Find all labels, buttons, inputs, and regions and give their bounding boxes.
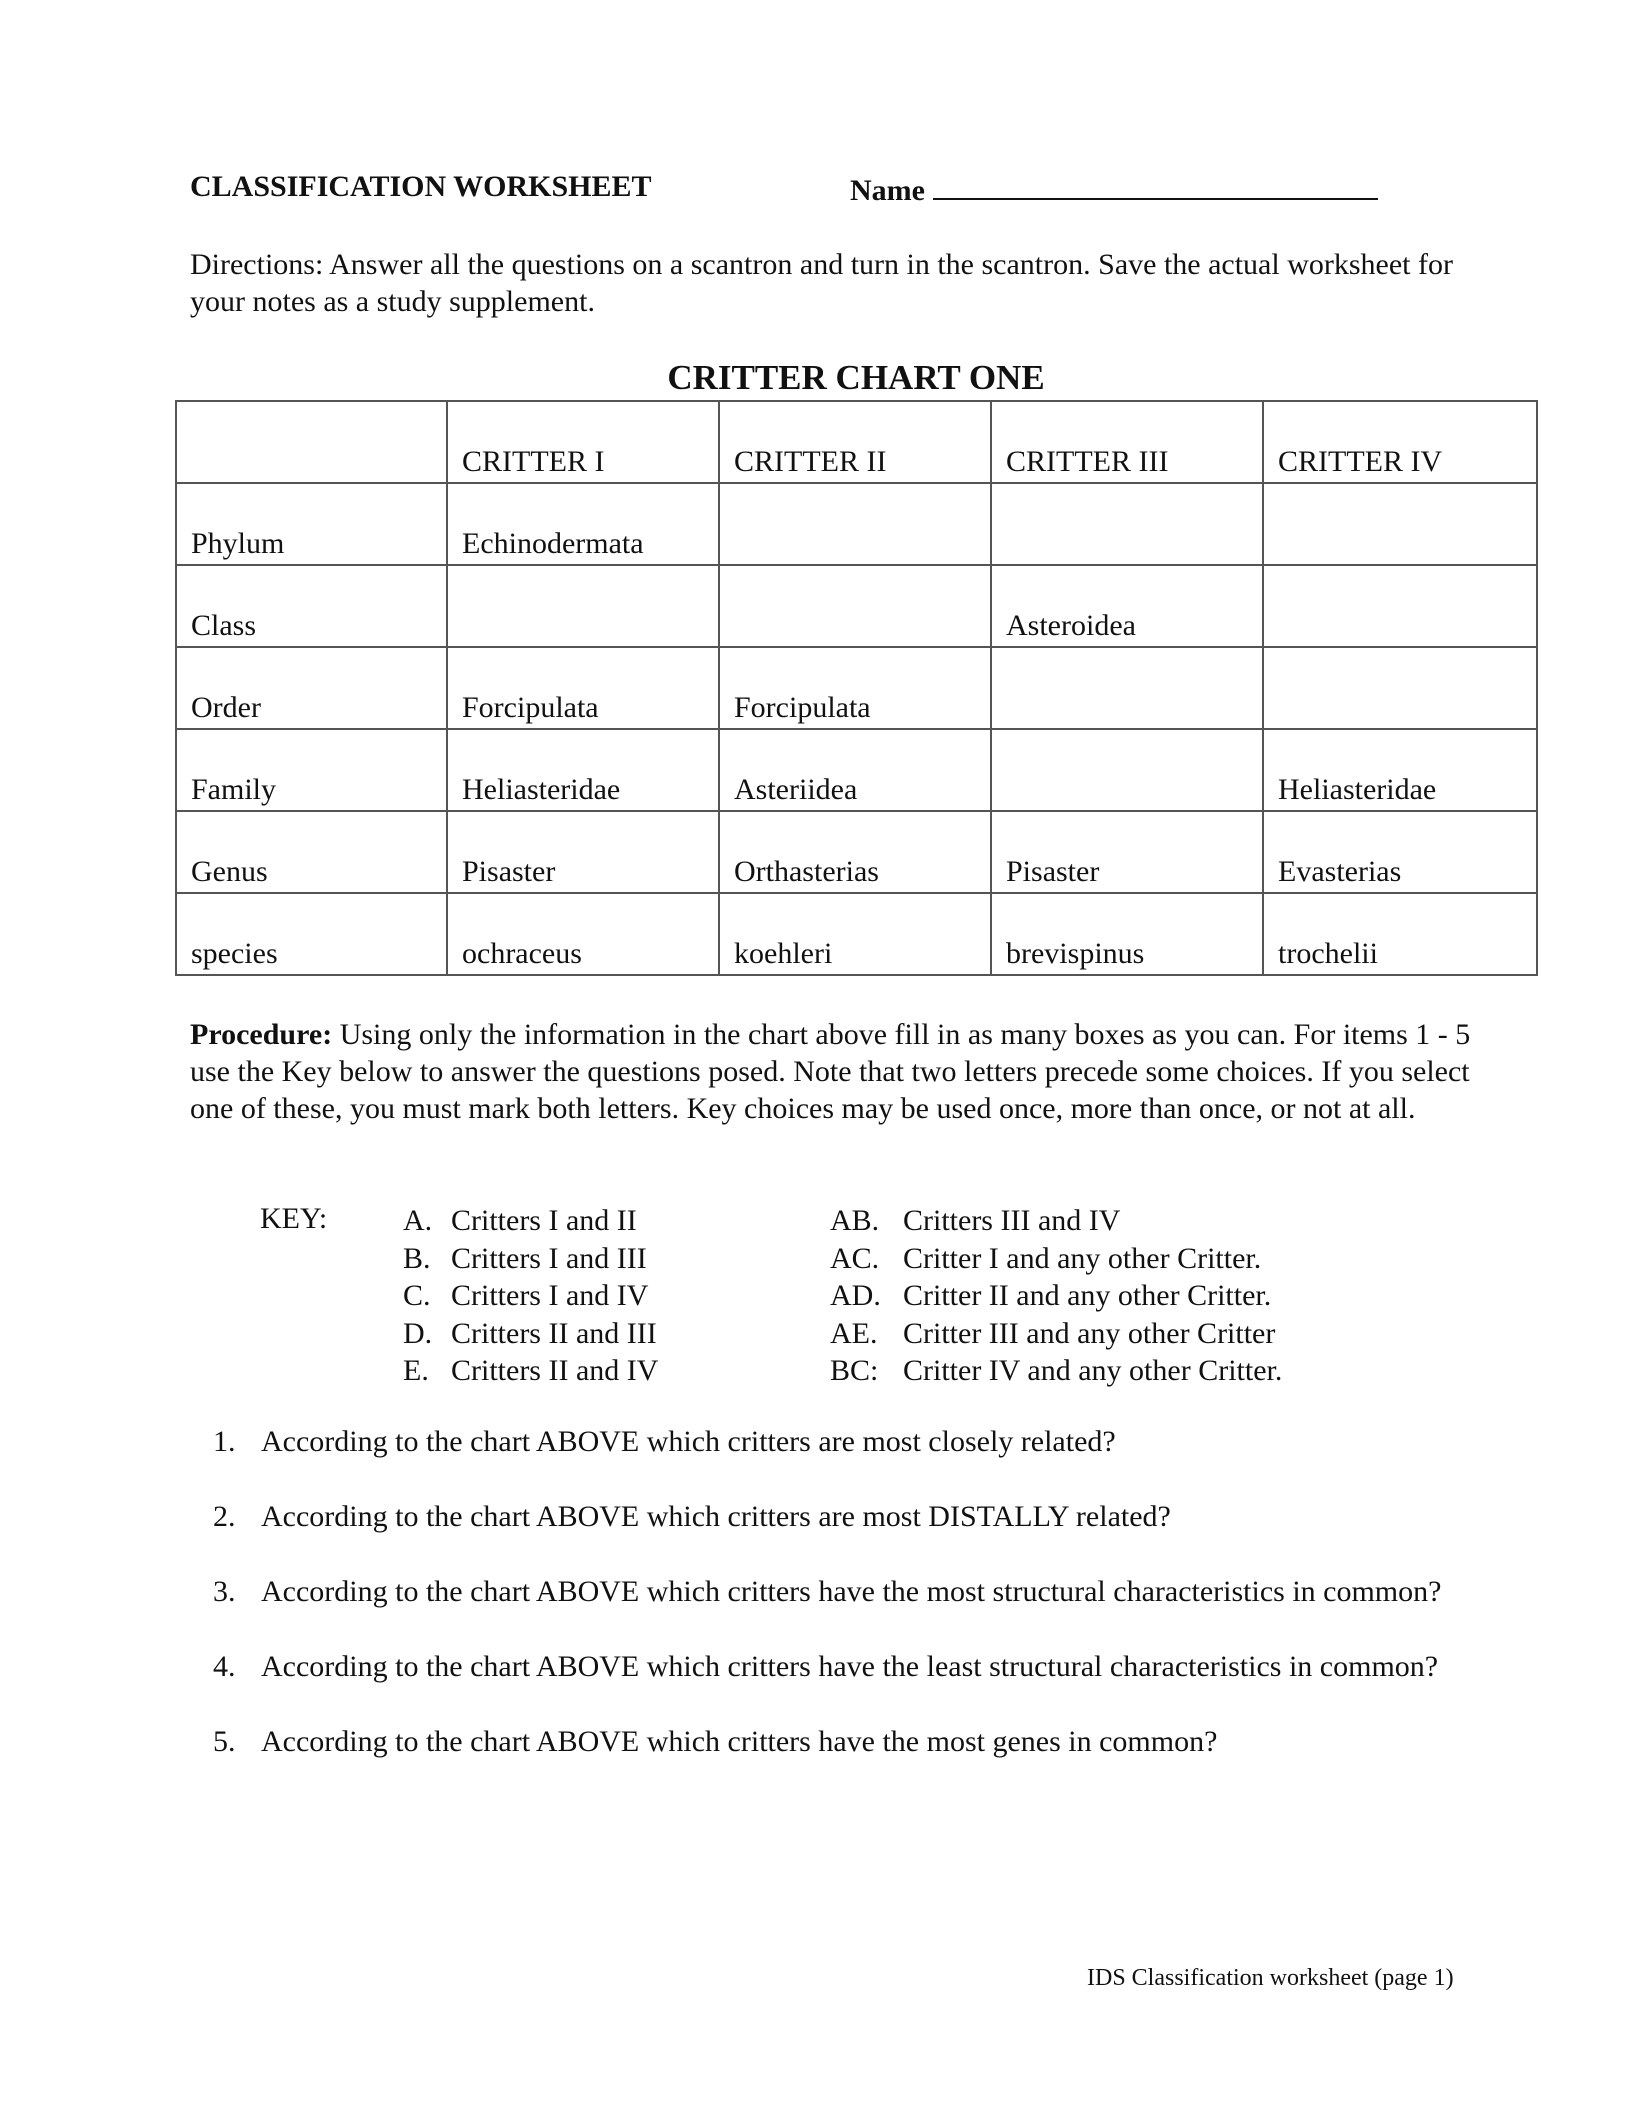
chart-row-family <box>176 729 1537 811</box>
row-label: Phylum <box>176 483 447 565</box>
chart-cell: Heliasteridae <box>447 729 719 811</box>
key-label: KEY: <box>260 1202 328 1235</box>
chart-cell <box>1263 647 1537 729</box>
question-item <box>213 1650 1441 1725</box>
chart-row-class <box>176 565 1537 647</box>
question-number: 4. <box>213 1650 236 1683</box>
key-text: Critters I and III <box>451 1241 647 1275</box>
question-number: 1. <box>213 1425 236 1458</box>
chart-cell: Pisaster <box>991 811 1263 893</box>
chart-cell: Forcipulata <box>447 647 719 729</box>
chart-cell: Forcipulata <box>719 647 991 729</box>
chart-corner-cell <box>176 401 447 483</box>
chart-cell: trochelii <box>1263 893 1537 975</box>
chart-row-genus <box>176 811 1537 893</box>
key-letter: E. <box>403 1354 429 1387</box>
row-label: Family <box>176 729 447 811</box>
column-header: CRITTER III <box>991 401 1263 483</box>
question-item <box>213 1725 1441 1800</box>
key-choice <box>830 1352 1282 1390</box>
chart-cell <box>991 483 1263 565</box>
key-choice <box>403 1352 658 1390</box>
question-text: According to the chart ABOVE which critters are most closely related? <box>261 1425 1116 1458</box>
question-text: According to the chart ABOVE which critters have the most genes in common? <box>261 1725 1218 1758</box>
key-letter: D. <box>403 1316 433 1350</box>
key-letter: C. <box>403 1279 431 1312</box>
key-letter: AC. <box>830 1241 880 1275</box>
key-text: Critter I and any other Critter. <box>903 1241 1262 1275</box>
key-choice <box>403 1202 658 1240</box>
row-label: Order <box>176 647 447 729</box>
procedure-text <box>190 1016 1510 1127</box>
chart-cell: Pisaster <box>447 811 719 893</box>
key-choice <box>830 1202 1282 1240</box>
directions-text: Directions: Answer all the questions on a scantron and turn in the scantron. Save the actual worksheet for your notes as a study supplement. <box>190 248 1453 318</box>
row-label: Genus <box>176 811 447 893</box>
chart-cell <box>991 647 1263 729</box>
key-text: Critters I and IV <box>451 1279 649 1312</box>
key-choice <box>830 1240 1282 1278</box>
chart-cell <box>991 729 1263 811</box>
chart-cell: Asteroidea <box>991 565 1263 647</box>
critter-chart <box>175 400 1538 976</box>
question-item <box>213 1425 1441 1500</box>
column-header: CRITTER I <box>447 401 719 483</box>
row-label: Class <box>176 565 447 647</box>
chart-cell: Evasterias <box>1263 811 1537 893</box>
chart-cell <box>447 565 719 647</box>
chart-cell: koehleri <box>719 893 991 975</box>
chart-cell: Asteriidea <box>719 729 991 811</box>
key-text: Critter IV and any other Critter. <box>903 1354 1283 1387</box>
key-choices-left <box>403 1202 658 1390</box>
name-field <box>850 170 1378 208</box>
key-choices-right <box>830 1202 1282 1390</box>
chart-cell: Orthasterias <box>719 811 991 893</box>
chart-cell <box>1263 483 1537 565</box>
key-choice <box>403 1240 658 1278</box>
procedure-body: Using only the information in the chart above fill in as many boxes as you can. For items 1 - 5 use the Key below to answer the questions posed. Note that two letters precede some choices. If you select one of these, you must mark both letters. Key choices may be used once, more than once, or not at all. <box>190 1018 1471 1125</box>
chart-cell <box>719 483 991 565</box>
question-number: 5. <box>213 1725 236 1758</box>
key-text: Critter II and any other Critter. <box>903 1279 1272 1312</box>
worksheet-header <box>190 170 1400 210</box>
chart-row-species <box>176 893 1537 975</box>
key-letter: B. <box>403 1241 431 1275</box>
key-text: Critters III and IV <box>903 1204 1121 1237</box>
key-choice <box>403 1315 658 1353</box>
name-blank-line <box>933 170 1378 200</box>
question-text: According to the chart ABOVE which critters have the least structural characteristics in common? <box>261 1650 1439 1683</box>
name-label: Name <box>850 174 925 207</box>
chart-row-order <box>176 647 1537 729</box>
key-letter: AD. <box>830 1279 881 1312</box>
key-choice <box>830 1315 1282 1353</box>
worksheet-title: CLASSIFICATION WORKSHEET <box>190 170 652 203</box>
question-item <box>213 1575 1441 1650</box>
key-text: Critters II and III <box>451 1316 657 1350</box>
procedure-label: Procedure: <box>190 1018 333 1051</box>
row-label: species <box>176 893 447 975</box>
key-text: Critters I and II <box>451 1204 637 1237</box>
chart-cell <box>719 565 991 647</box>
key-letter: AB. <box>830 1204 880 1237</box>
chart-title: CRITTER CHART ONE <box>667 358 1045 397</box>
key-choice <box>830 1277 1282 1315</box>
question-list <box>213 1425 1441 1800</box>
chart-cell: Echinodermata <box>447 483 719 565</box>
column-header: CRITTER IV <box>1263 401 1537 483</box>
key-text: Critters II and IV <box>451 1354 659 1387</box>
question-number: 3. <box>213 1575 236 1608</box>
key-choice <box>403 1277 658 1315</box>
page-footer: IDS Classification worksheet (page 1) <box>1087 1965 1454 1991</box>
question-number: 2. <box>213 1500 236 1533</box>
chart-cell: ochraceus <box>447 893 719 975</box>
key-letter: A. <box>403 1204 433 1237</box>
chart-cell <box>1263 565 1537 647</box>
key-letter: AE. <box>830 1316 878 1350</box>
chart-header-row <box>176 401 1537 483</box>
key-letter: BC: <box>830 1354 879 1387</box>
question-item <box>213 1500 1441 1575</box>
chart-cell: Heliasteridae <box>1263 729 1537 811</box>
column-header: CRITTER II <box>719 401 991 483</box>
question-text: According to the chart ABOVE which critters are most DISTALLY related? <box>261 1500 1171 1533</box>
question-text: According to the chart ABOVE which critters have the most structural characteristics in common? <box>261 1575 1442 1608</box>
key-text: Critter III and any other Critter <box>903 1316 1276 1350</box>
chart-row-phylum <box>176 483 1537 565</box>
chart-cell: brevispinus <box>991 893 1263 975</box>
